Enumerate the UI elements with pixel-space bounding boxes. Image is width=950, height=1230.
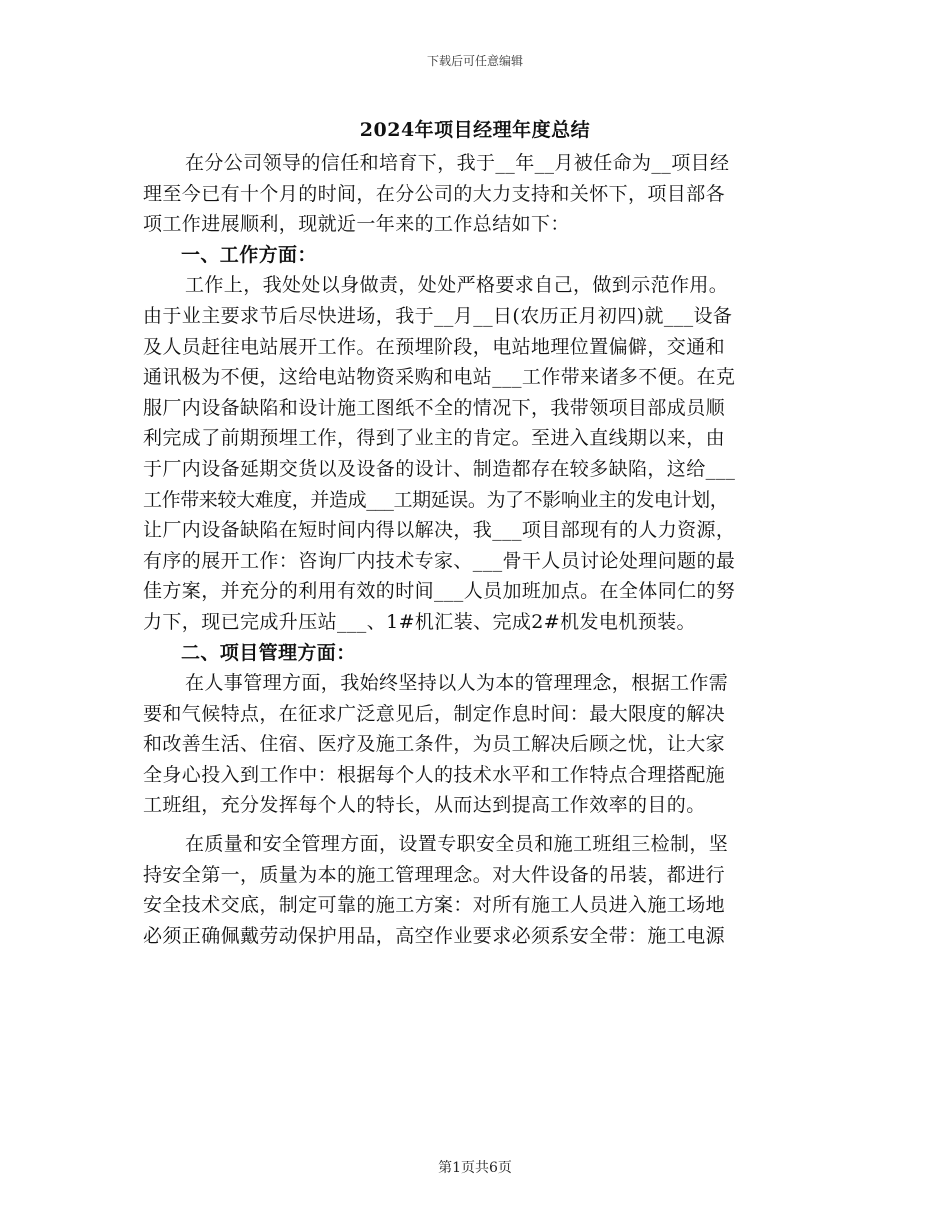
section-heading-project-management: 二、项目管理方面： xyxy=(181,641,356,664)
section-heading-work: 一、工作方面： xyxy=(181,243,317,266)
paragraph-spacer xyxy=(143,821,813,829)
paragraph-line: 必须正确佩戴劳动保护用品，高空作业要求必须系安全带：施工电源 xyxy=(143,924,726,947)
paragraph-line: 力下，现已完成升压站___、1#机汇装、完成2#机发电机预装。 xyxy=(143,610,696,633)
document-title: 2024年项目经理年度总结 xyxy=(359,119,591,141)
paragraph-line: 全身心投入到工作中：根据每个人的技术水平和工作特点合理搭配施 xyxy=(143,763,726,786)
paragraph-line: 安全技术交底，制定可靠的施工方案：对所有施工人员进入施工场地 xyxy=(143,894,726,917)
paragraph-line: 在分公司领导的信任和培育下，我于__年__月被任命为__项目经 xyxy=(185,152,730,174)
paragraph-line: 通讯极为不便，这给电站物资采购和电站___工作带来诸多不便。在克 xyxy=(143,366,736,389)
page-number-footer: 第1页共6页 xyxy=(438,1160,512,1176)
paragraph-line: 利完成了前期预埋工作，得到了业主的肯定。至进入直线期以来，由 xyxy=(143,427,726,450)
paragraph-line: 理至今已有十个月的时间，在分公司的大力支持和关怀下，项目部各 xyxy=(143,182,726,205)
paragraph-line: 及人员赶往电站展开工作。在预埋阶段，电站地理位置偏僻，交通和 xyxy=(143,335,726,358)
page-header-note: 下载后可任意编辑 xyxy=(426,54,523,68)
paragraph-line: 在人事管理方面，我始终坚持以人为本的管理理念，根据工作需 xyxy=(185,672,729,695)
paragraph-line: 工作带来较大难度，并造成___工期延误。为了不影响业主的发电计划， xyxy=(143,488,729,511)
paragraph-line: 工班组，充分发挥每个人的特长，从而达到提高工作效率的目的。 xyxy=(143,794,706,817)
paragraph-line: 持安全第一，质量为本的施工管理理念。对大件设备的吊装，都进行 xyxy=(143,863,726,886)
paragraph-line: 有序的展开工作：咨询厂内技术专家、___骨干人员讨论处理问题的最 xyxy=(143,549,736,572)
paragraph-line: 服厂内设备缺陷和设计施工图纸不全的情况下，我带领项目部成员顺 xyxy=(143,396,726,419)
paragraph-line: 和改善生活、住宿、医疗及施工条件，为员工解决后顾之忧，让大家 xyxy=(143,733,726,756)
paragraph-line: 在质量和安全管理方面，设置专职安全员和施工班组三检制，坚 xyxy=(185,833,729,856)
document-body xyxy=(143,148,813,951)
paragraph-line: 于厂内设备延期交货以及设备的设计、制造都存在较多缺陷，这给___ xyxy=(143,457,736,480)
paragraph-line: 工作上，我处处以身做责，处处严格要求自己，做到示范作用。 xyxy=(185,274,729,297)
paragraph-line: 要和气候特点，在征求广泛意见后，制定作息时间：最大限度的解决 xyxy=(143,702,726,725)
paragraph-line: 由于业主要求节后尽快进场，我于__月__日(农历正月初四)就___设备 xyxy=(143,304,733,327)
paragraph-line: 项工作进展顺利，现就近一年来的工作总结如下： xyxy=(143,213,570,236)
paragraph-line: 让厂内设备缺陷在短时间内得以解决，我___项目部现有的人力资源， xyxy=(143,519,736,542)
paragraph-line: 佳方案，并充分的利用有效的时间___人员加班加点。在全体同仁的努 xyxy=(143,580,736,603)
